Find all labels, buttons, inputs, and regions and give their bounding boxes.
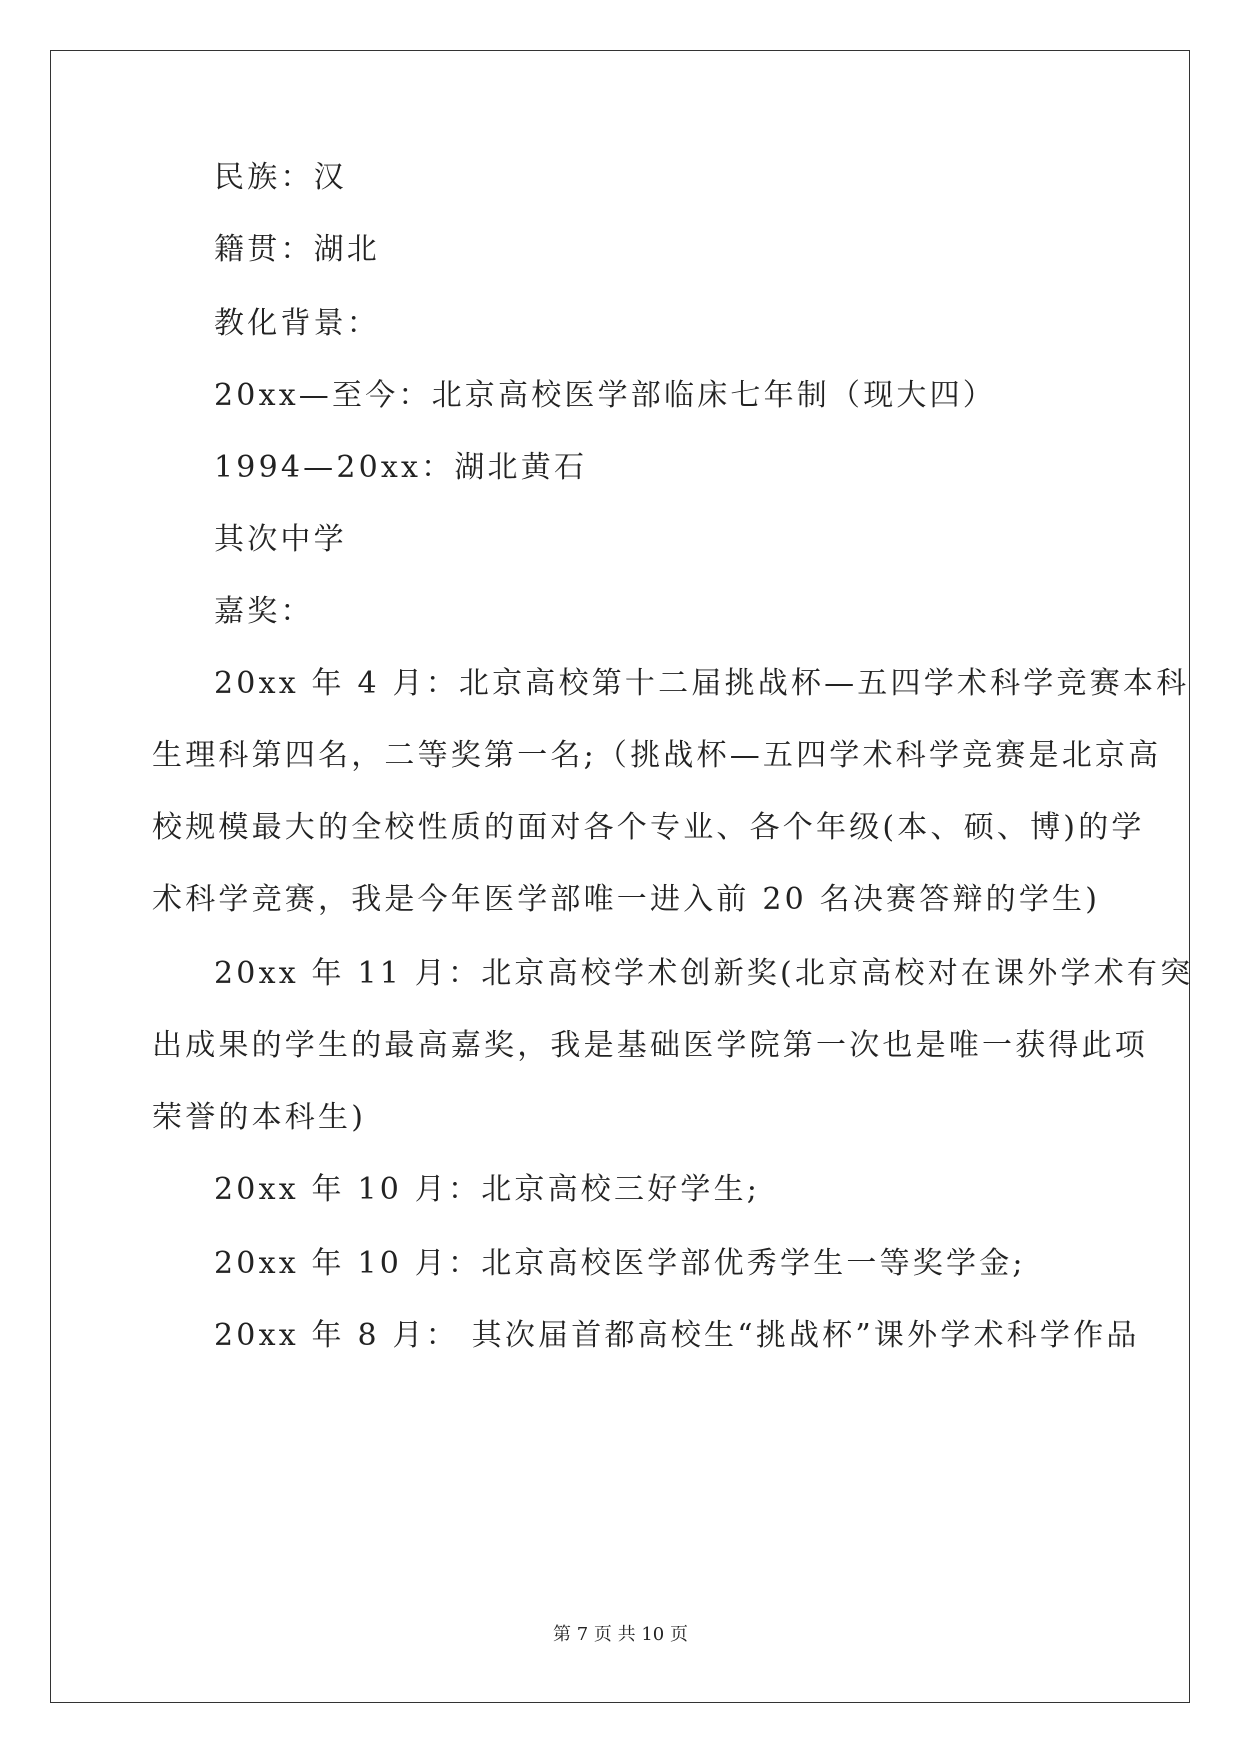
text-line-award-1c: 校规模最大的全校性质的面对各个专业、各个年级(本、硕、博)的学 [152, 810, 1145, 845]
text-line-award-2b: 出成果的学生的最高嘉奖，我是基础医学院第一次也是唯一获得此项 [152, 1028, 1148, 1063]
text-line-awards-heading: 嘉奖： [214, 594, 314, 629]
text-line-award-1d: 术科学竞赛，我是今年医学部唯一进入前 20 名决赛答辩的学生) [152, 882, 1101, 917]
text-line-education-2: 1994—20xx：湖北黄石 [214, 450, 588, 485]
text-line-education-heading: 教化背景： [214, 306, 380, 341]
text-line-award-3: 20xx 年 10 月：北京高校三好学生; [214, 1172, 761, 1207]
text-line-award-1a: 20xx 年 4 月：北京高校第十二届挑战杯—五四学术科学竞赛本科 [214, 666, 1190, 701]
text-line-award-1b: 生理科第四名，二等奖第一名;（挑战杯—五四学术科学竞赛是北京高 [152, 738, 1162, 773]
text-line-hometown: 籍贯：湖北 [214, 232, 380, 267]
text-line-award-4: 20xx 年 10 月：北京高校医学部优秀学生一等奖学金; [214, 1246, 1026, 1281]
text-line-ethnicity: 民族：汉 [214, 160, 347, 195]
text-line-award-5: 20xx 年 8 月： 其次届首都高校生“挑战杯”课外学术科学作品 [214, 1318, 1140, 1353]
text-line-award-2c: 荣誉的本科生) [152, 1100, 367, 1135]
text-line-education-3: 其次中学 [214, 522, 347, 557]
text-line-award-2a: 20xx 年 11 月：北京高校学术创新奖(北京高校对在课外学术有突 [214, 956, 1194, 991]
page-number-footer: 第 7 页 共 10 页 [553, 1624, 688, 1645]
page-border [50, 50, 1190, 1703]
text-line-education-1: 20xx—至今：北京高校医学部临床七年制（现大四） [214, 378, 997, 413]
